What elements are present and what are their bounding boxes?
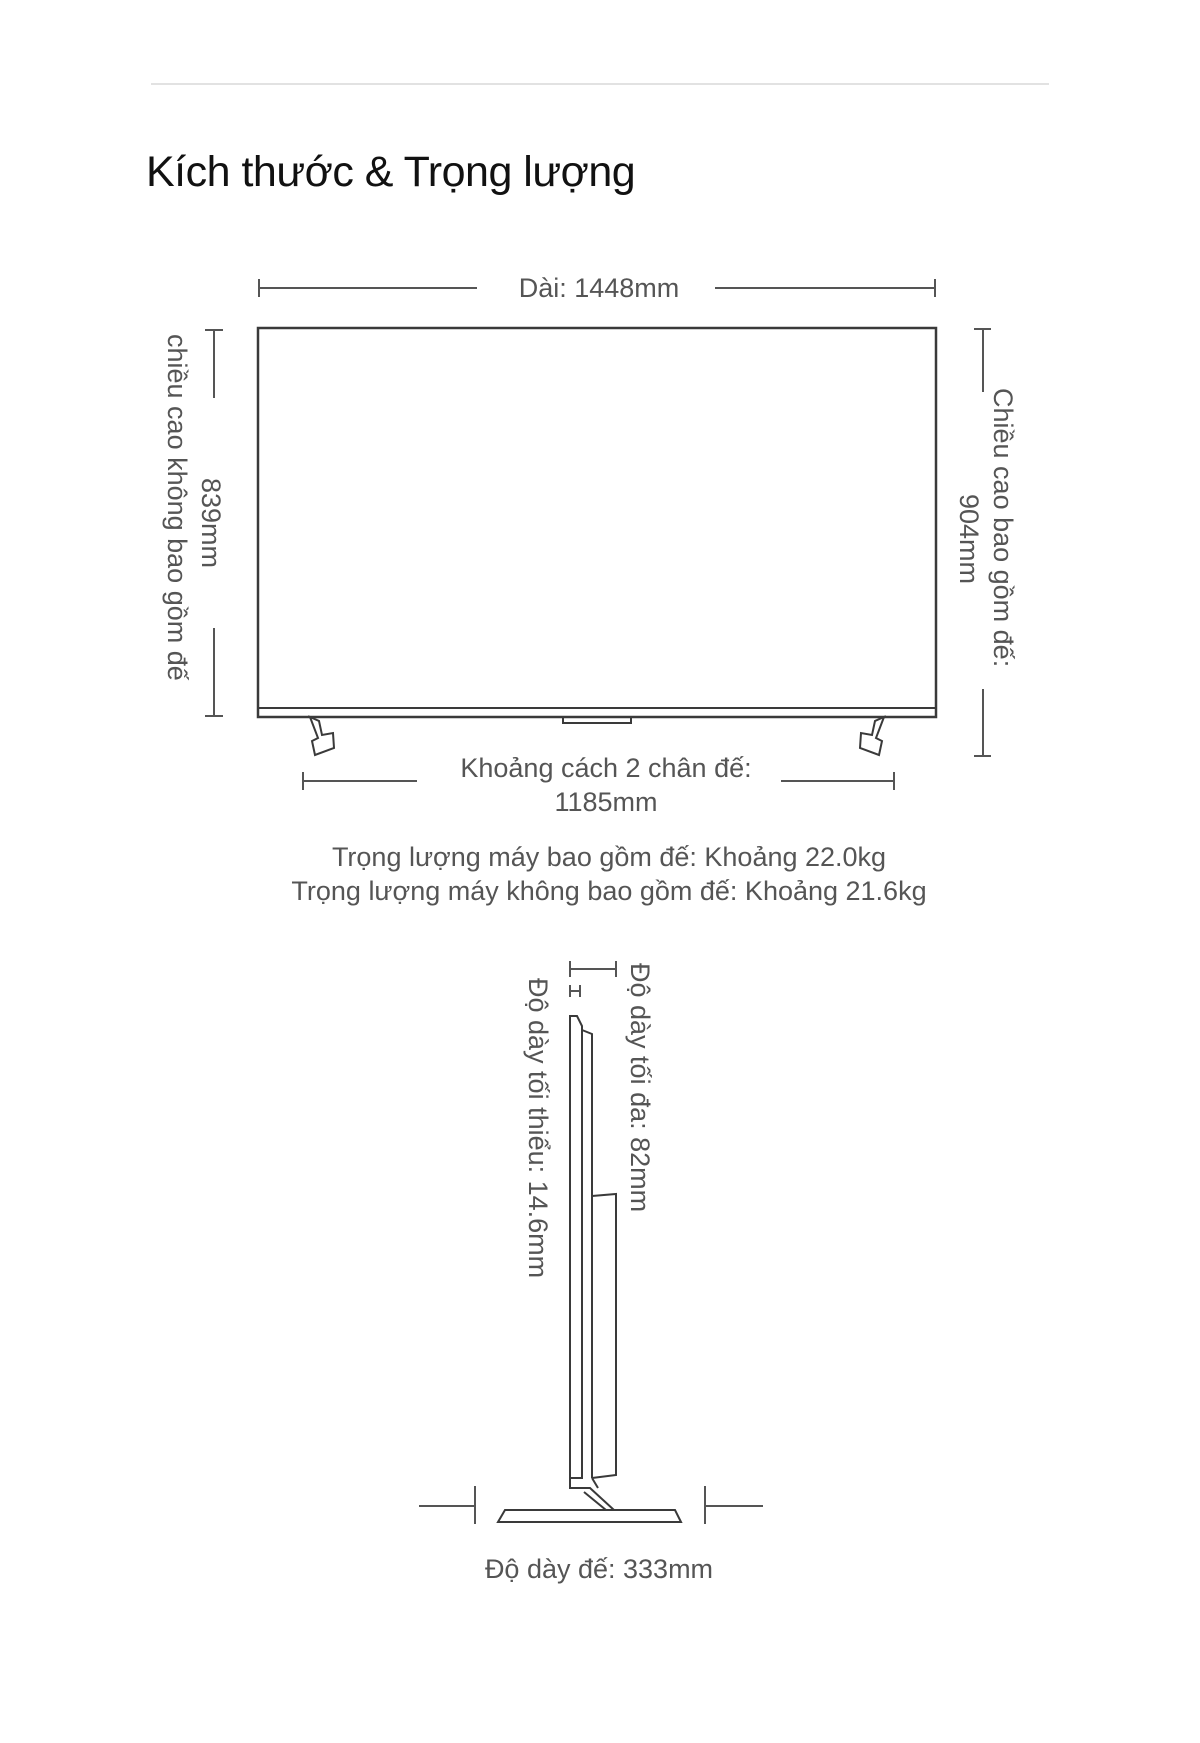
- min-thickness-dimension: [570, 985, 580, 997]
- height-with-stand-value: 904mm: [954, 494, 984, 585]
- weight-with-stand: Trọng lượng máy bao gồm đế: Khoảng 22.0kg: [331, 842, 887, 872]
- stand-distance-value: 1185mm: [554, 787, 658, 817]
- page-title: Kích thước & Trọng lượng: [146, 148, 636, 196]
- weight-without-stand: Trọng lượng máy không bao gồm đế: Khoảng 21.6kg: [291, 876, 927, 906]
- max-thickness-dimension: [570, 961, 616, 977]
- height-without-stand-label: chiều cao không bao gồm đế: [162, 334, 192, 681]
- tv-front: [258, 328, 936, 755]
- max-thickness-label: Độ dày tối đa: 82mm: [625, 963, 655, 1213]
- stand-depth-label: Độ dày đế: 333mm: [484, 1554, 714, 1584]
- width-label: Dài: 1448mm: [518, 273, 680, 303]
- stand-distance-label: Khoảng cách 2 chân đế:: [460, 753, 752, 783]
- min-thickness-label: Độ dày tối thiểu: 14.6mm: [523, 978, 553, 1279]
- height-without-stand-value: 839mm: [196, 478, 226, 569]
- stand-depth-dimension: [419, 1486, 763, 1524]
- height-with-stand-label: Chiều cao bao gồm đế:: [988, 388, 1018, 668]
